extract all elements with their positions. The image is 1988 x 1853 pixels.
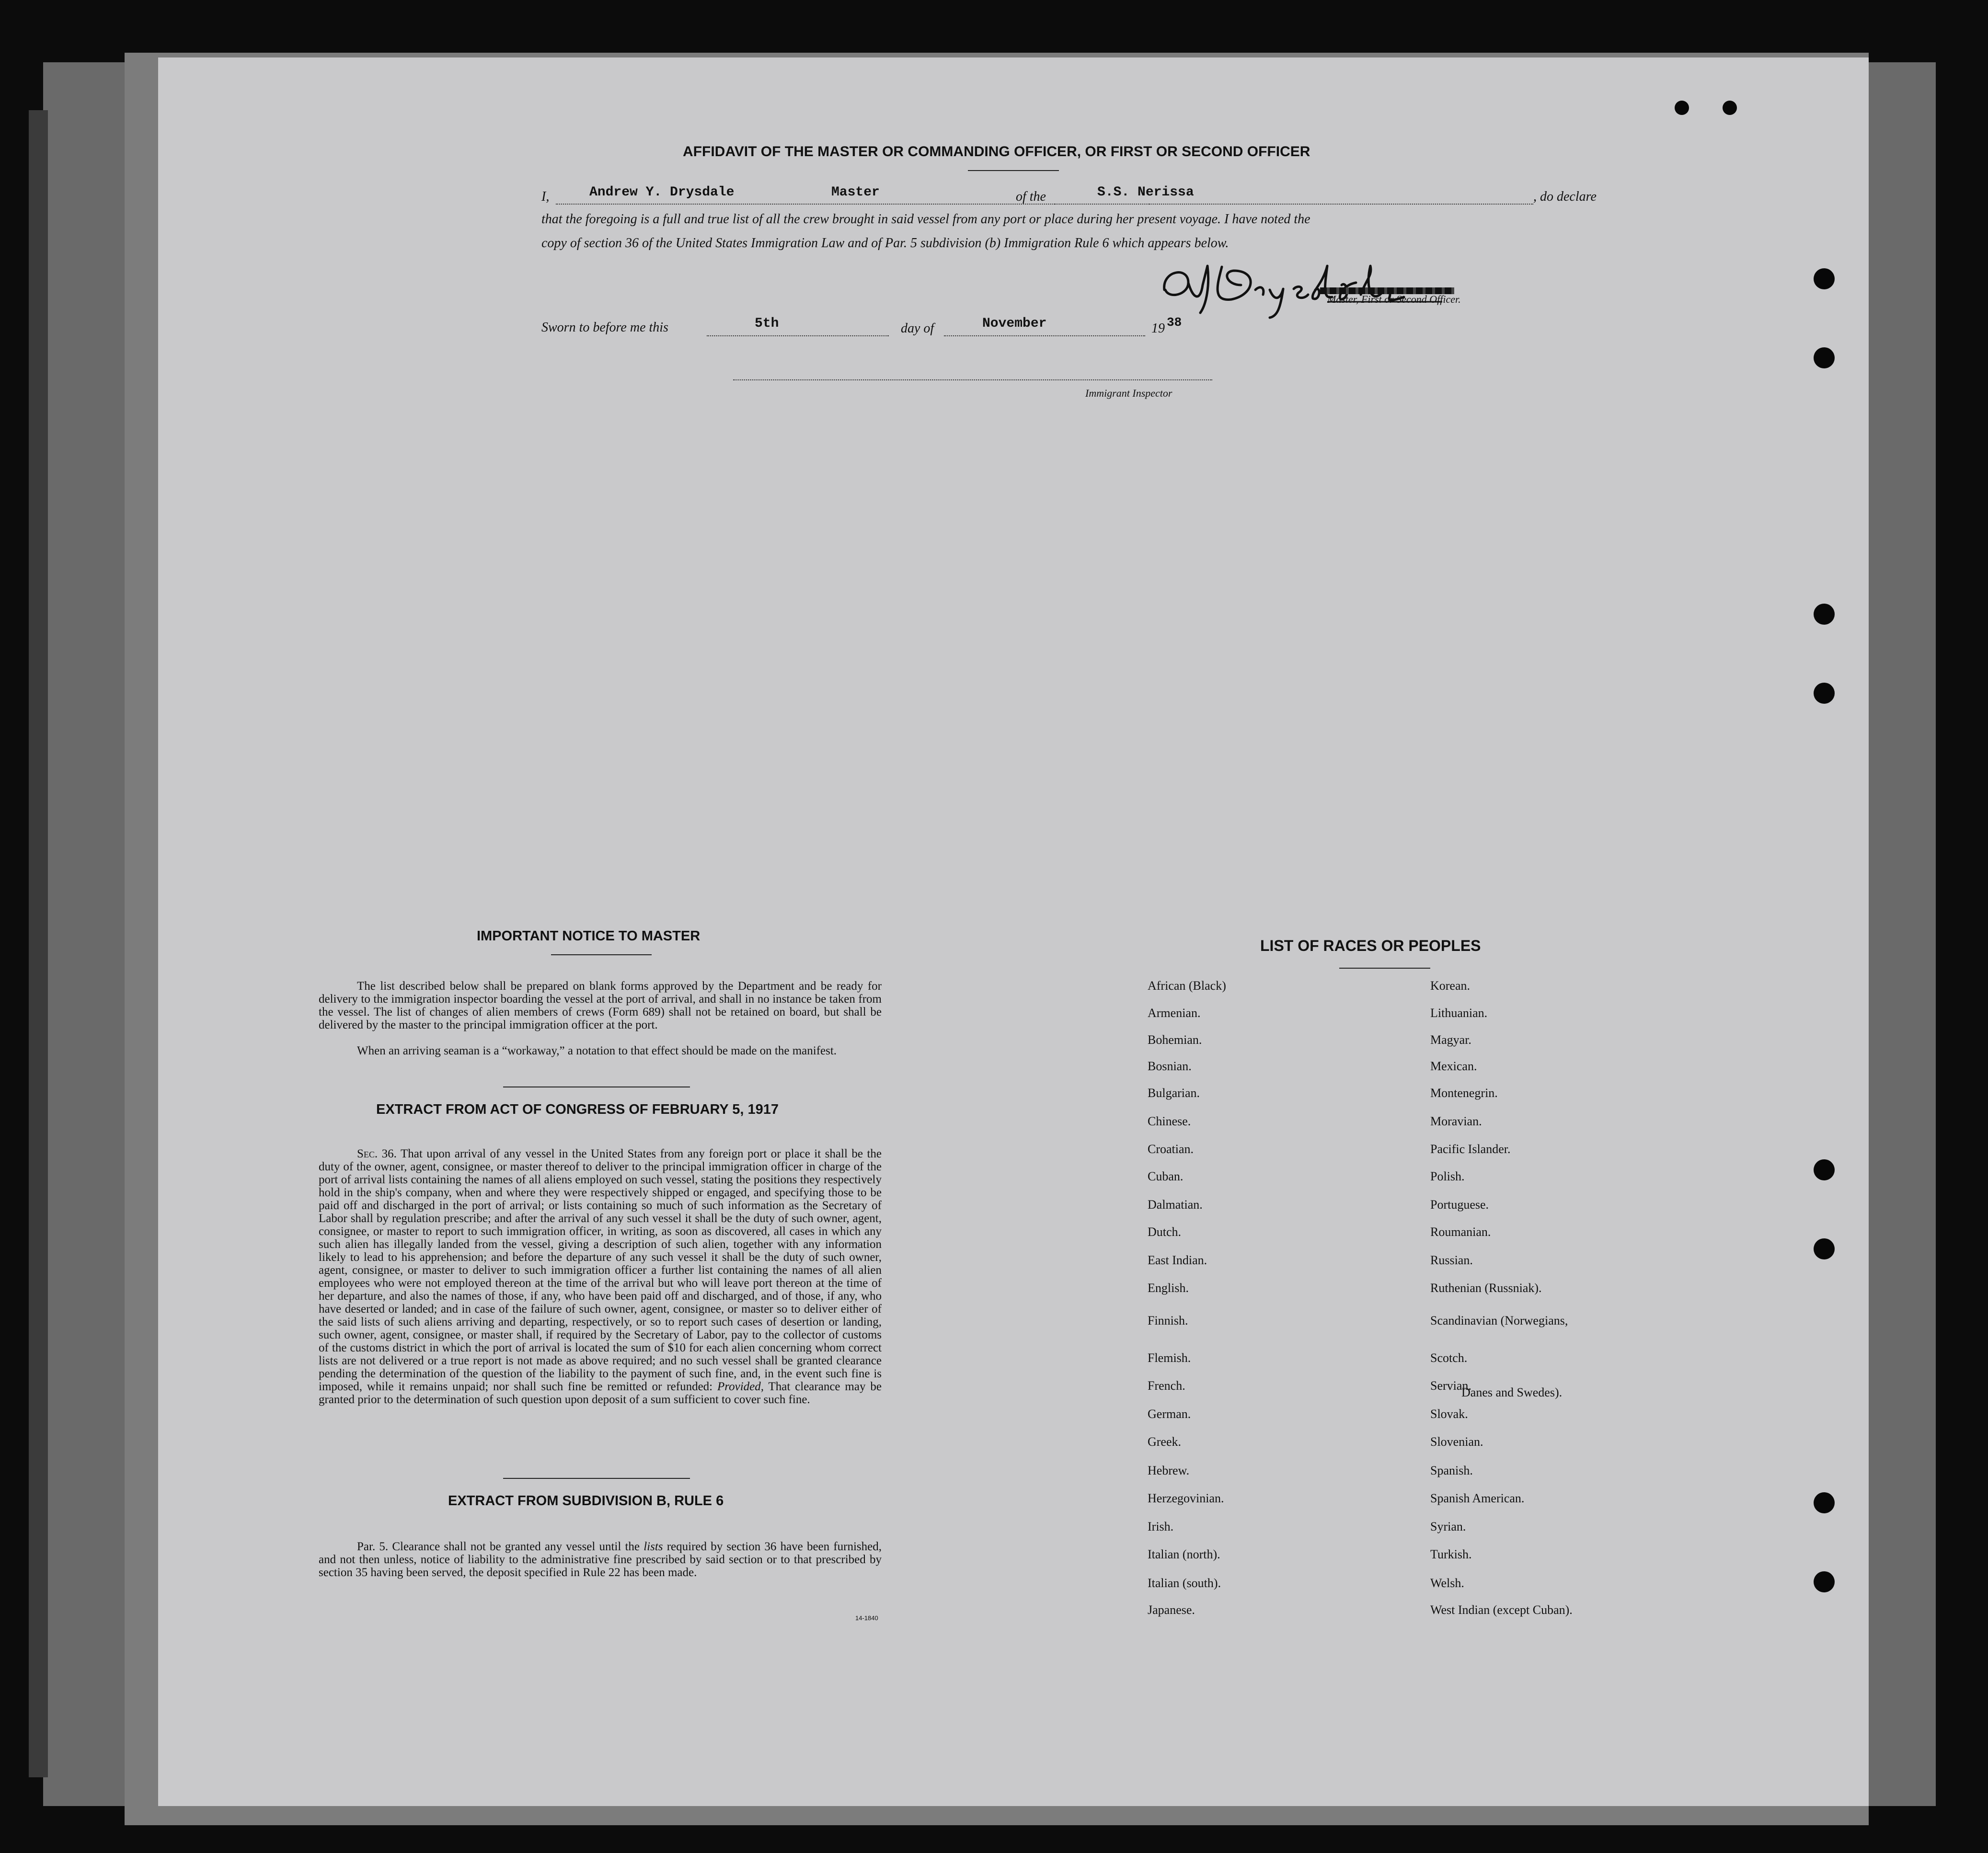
race-item-continuation: Danes and Swedes). (1461, 1385, 1563, 1399)
race-item: Syrian. (1430, 1520, 1466, 1533)
provided-word: Provided, (717, 1380, 764, 1393)
race-item: Finnish. (1148, 1314, 1188, 1327)
section-36-text (319, 1147, 882, 1406)
race-item: Scotch. (1430, 1351, 1468, 1365)
race-item: Armenian. (1148, 1006, 1201, 1020)
punch-hole (1675, 101, 1689, 115)
divider (968, 170, 1059, 171)
affidavit-line-2: that the foregoing is a full and true list of all the crew brought in said vessel from any port or place during her present voyage. I have noted the (541, 212, 1310, 227)
signature-label: Master, First or Second Officer. (1327, 293, 1461, 305)
race-item: German. (1148, 1407, 1191, 1421)
race-item: Slovenian. (1430, 1435, 1483, 1449)
punch-hole (1814, 1159, 1835, 1180)
race-item: Croatian. (1148, 1142, 1194, 1156)
sworn-month: November (982, 316, 1047, 331)
race-item: French. (1148, 1379, 1185, 1393)
race-item: Spanish. (1430, 1464, 1473, 1477)
lists-word: lists (644, 1540, 663, 1553)
race-item: Turkish. (1430, 1547, 1472, 1561)
race-item: Irish. (1148, 1520, 1174, 1533)
race-item: Bulgarian. (1148, 1086, 1200, 1100)
section-36-body: That upon arrival of any vessel in the United States from any foreign port or place it shall be the duty of the owner, agent, consignee, or master thereof to deliver to the principal immigration officer in charge of the port of arrival lists containing the names of all aliens employed on such vessel, stating the positions they respectively hold in the ship's company, when and where they were respectively shipped or engaged, and specifying those to be paid off and discharged in the port of arrival; or lists containing so much of such information as the Secretary of Labor shall by regulation prescribe; and after the arrival of any such vessel it shall be the duty of such owner, agent, consignee, or master to report to such immigration officer, in writing, as soon as discovered, all cases in which any such alien has illegally landed from the vessel, giving a description of such alien, together with any information likely to lead to his apprehension; and before the departure of any such vessel it shall be the duty of such owner, agent, consignee, or master to deliver to such immigration officer a further list containing the names of all alien employees who were not employed thereon at the time of the arrival but who will leave port thereon at the time of her departure, and also the names of those, if any, who have been paid off and discharged, and of those, if any, who have deserted or landed; and in case of the failure of such owner, agent, consignee, or master so to deliver either of the said lists of such aliens arriving and departing, respectively, or so to report such cases of desertion or landing, such owner, agent, consignee, or master shall, if required by the Secretary of Labor, pay to the collector of customs of the customs district in which the port of arrival is located the sum of $10 for each alien concerning whom correct lists are not delivered or a true report is not made as above required; and no such vessel shall be granted clearance pending the determination of the question of the liability to the payment of such fine, and, in the event such fine is imposed, while it remains unpaid; nor shall such fine be remitted or refunded: (319, 1147, 882, 1393)
notice-title: IMPORTANT NOTICE TO MASTER (477, 928, 701, 944)
inspector-signature-line (733, 379, 1212, 380)
race-item: Lithuanian. (1430, 1006, 1488, 1020)
race-item: Montenegrin. (1430, 1086, 1498, 1100)
sworn-day-line (707, 335, 889, 336)
punch-hole (1814, 347, 1835, 368)
vessel-name: S.S. Nerissa (1097, 185, 1194, 200)
race-item: Bosnian. (1148, 1059, 1192, 1073)
race-item: Magyar. (1430, 1033, 1471, 1047)
vessel-line (1054, 204, 1533, 205)
race-item: Welsh. (1430, 1576, 1464, 1590)
race-item: Dalmatian. (1148, 1198, 1203, 1212)
race-item: Greek. (1148, 1435, 1182, 1449)
punch-hole (1814, 1492, 1835, 1513)
divider (503, 1478, 690, 1479)
race-item: Japanese. (1148, 1603, 1195, 1617)
affidavit-i-label: I, (541, 189, 550, 204)
section-label: Sec. 36. (357, 1147, 397, 1160)
affidavit-line-3: copy of section 36 of the United States Immigration Law and of Par. 5 subdivision (b) Immigration Rule 6 which appears below. (541, 236, 1229, 251)
year-prefix: 19 (1151, 321, 1165, 336)
punch-hole (1814, 683, 1835, 704)
races-title: LIST OF RACES OR PEOPLES (1260, 937, 1481, 954)
race-item: Mexican. (1430, 1059, 1477, 1073)
race-item: West Indian (except Cuban). (1430, 1603, 1573, 1617)
sworn-day: 5th (755, 316, 779, 331)
rule-6-text-b: required by section 36 have been furnished, and not then unless, notice of liability to the administrative fine prescribed by said section or to that prescribed by section 35 having been served, the deposit specified in Rule 22 has been made. (319, 1540, 882, 1579)
race-item: Russian. (1430, 1253, 1473, 1267)
divider (1339, 968, 1430, 969)
race-item: Spanish American. (1430, 1491, 1525, 1505)
section-36-end: That clearance may be granted prior to the determination of such question upon deposit of a sum sufficient to cover such fine. (319, 1380, 882, 1406)
race-item: Cuban. (1148, 1169, 1184, 1183)
race-item: Chinese. (1148, 1114, 1191, 1128)
sworn-label: Sworn to before me this (541, 320, 668, 335)
punch-hole (1814, 1571, 1835, 1592)
race-item: Italian (north). (1148, 1547, 1220, 1561)
affidavit-title: AFFIDAVIT OF THE MASTER OR COMMANDING OFFICER, OR FIRST OR SECOND OFFICER (683, 144, 1310, 160)
master-rank: Master (831, 185, 880, 200)
race-item: Scandinavian (Norwegians, (1430, 1314, 1568, 1327)
race-item: Korean. (1430, 979, 1471, 993)
rule-6-text-a: Par. 5. Clearance shall not be granted any vessel until the (357, 1540, 640, 1553)
inspector-label: Immigrant Inspector (1085, 387, 1172, 399)
of-the-label: of the (1016, 189, 1046, 204)
punch-hole (1814, 1238, 1835, 1259)
day-of-label: day of (901, 321, 934, 336)
race-item: Servian. (1430, 1379, 1471, 1393)
punch-hole (1814, 604, 1835, 625)
race-item: Polish. (1430, 1169, 1465, 1183)
race-item: Slovak. (1430, 1407, 1468, 1421)
race-item: Dutch. (1148, 1225, 1182, 1239)
race-item: Moravian. (1430, 1114, 1482, 1128)
form-number: 14-1840 (855, 1614, 878, 1622)
race-item: Hebrew. (1148, 1464, 1190, 1477)
divider (551, 954, 652, 955)
race-item: Herzegovinian. (1148, 1491, 1224, 1505)
extract-act-title: EXTRACT FROM ACT OF CONGRESS OF FEBRUARY 5, 1917 (376, 1102, 779, 1117)
race-item: Ruthenian (Russniak). (1430, 1281, 1542, 1295)
extract-rule-title: EXTRACT FROM SUBDIVISION B, RULE 6 (448, 1493, 724, 1509)
sworn-month-line (944, 335, 1145, 336)
race-item: East Indian. (1148, 1253, 1207, 1267)
punch-hole (1814, 268, 1835, 289)
master-name: Andrew Y. Drysdale (589, 185, 735, 200)
binding-edge (29, 110, 48, 1777)
race-item: African (Black) (1148, 979, 1226, 993)
race-item: Flemish. (1148, 1351, 1191, 1365)
document-page (158, 57, 1869, 1806)
notice-paragraph-2: When an arriving seaman is a “workaway,” a notation to that effect should be made on the manifest. (357, 1044, 837, 1057)
rule-6-text (319, 1540, 882, 1579)
sworn-year: 38 (1167, 315, 1182, 330)
race-item: Bohemian. (1148, 1033, 1202, 1047)
race-item: Portuguese. (1430, 1198, 1489, 1212)
race-item: English. (1148, 1281, 1189, 1295)
race-item: Italian (south). (1148, 1576, 1221, 1590)
race-item: Pacific Islander. (1430, 1142, 1511, 1156)
notice-paragraph-1: The list described below shall be prepared on blank forms approved by the Department and be ready for delivery to the immigration inspector boarding the vessel at the port of arrival, and shall in no instance be taken from the vessel. The list of changes of alien members of crews (Form 689) shall not be retained on board, but shall be delivered by the master to the principal immigration officer at the port. (319, 980, 882, 1031)
do-declare-label: , do declare (1533, 189, 1597, 204)
punch-hole (1723, 101, 1737, 115)
race-item: Roumanian. (1430, 1225, 1491, 1239)
